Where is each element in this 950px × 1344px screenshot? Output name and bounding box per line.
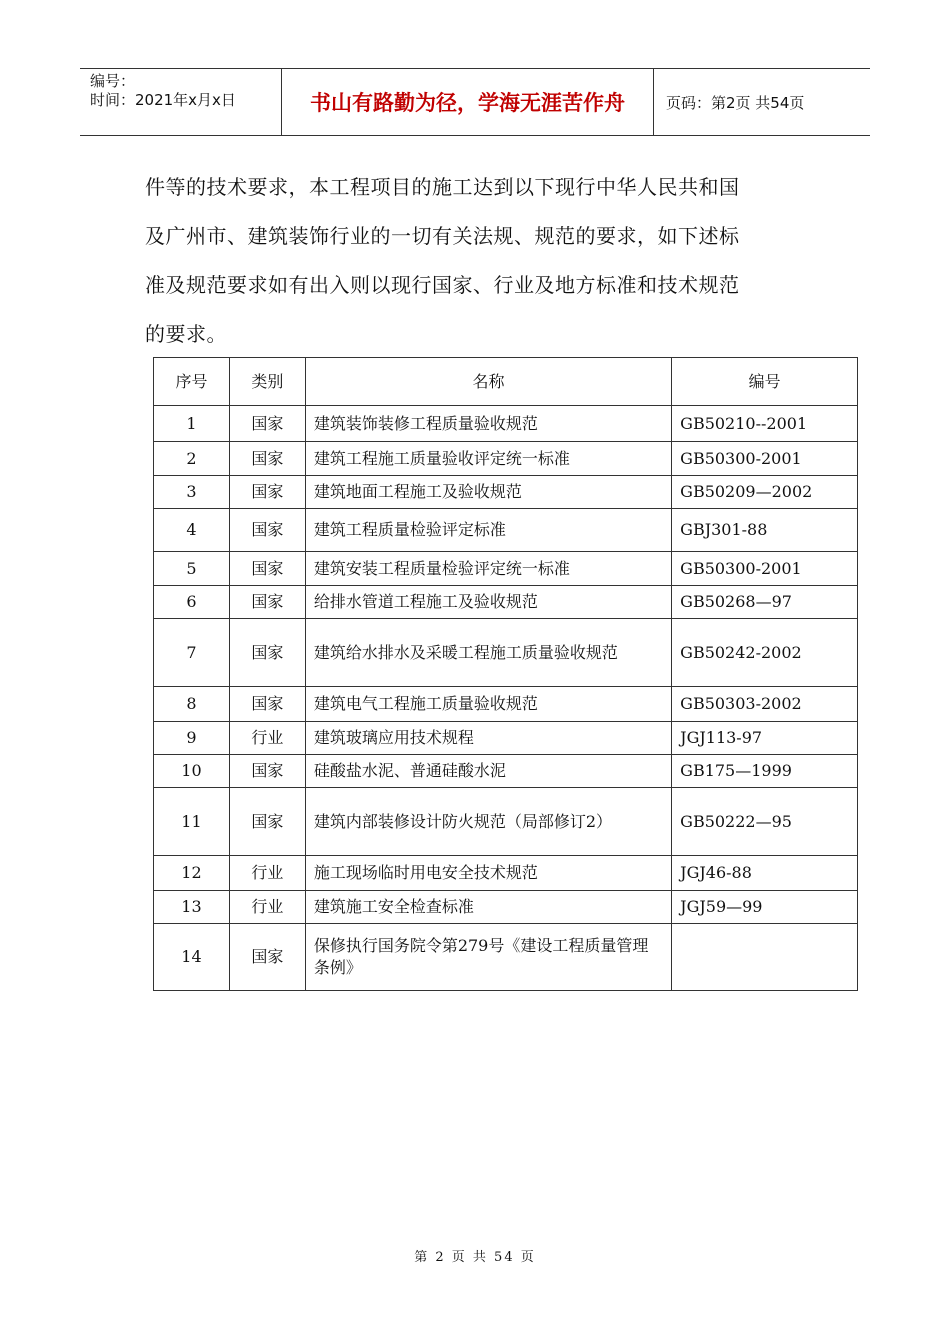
cell-code: GB50303-2002 — [672, 687, 858, 722]
cell-category: 国家 — [229, 924, 305, 991]
cell-name: 建筑装饰装修工程质量验收规范 — [305, 406, 671, 442]
body-line: 件等的技术要求，本工程项目的施工达到以下现行中华人民共和国 — [145, 175, 740, 199]
cell-code — [672, 924, 858, 991]
table-row — [154, 924, 858, 991]
cell-code: GB50209—2002 — [672, 476, 858, 509]
cell-code: GB50300-2001 — [672, 442, 858, 476]
cell-category: 国家 — [229, 619, 305, 687]
cell-name: 建筑地面工程施工及验收规范 — [305, 476, 671, 509]
cell-no: 6 — [154, 586, 230, 619]
header-name: 名称 — [305, 358, 671, 406]
cell-code: GB50222—95 — [672, 788, 858, 856]
header-category: 类别 — [229, 358, 305, 406]
table-header-row — [154, 358, 858, 406]
table-row — [154, 687, 858, 722]
cell-category: 国家 — [229, 552, 305, 586]
body-line: 的要求。 — [145, 322, 227, 346]
standards-table — [153, 357, 858, 991]
table-row — [154, 891, 858, 924]
table-row — [154, 788, 858, 856]
cell-category: 行业 — [229, 722, 305, 755]
table-row — [154, 856, 858, 891]
cell-name: 建筑玻璃应用技术规程 — [305, 722, 671, 755]
cell-category: 国家 — [229, 755, 305, 788]
header-motto: 书山有路勤为径，学海无涯苦作舟 — [282, 69, 654, 135]
cell-no: 4 — [154, 509, 230, 552]
cell-no: 10 — [154, 755, 230, 788]
cell-no: 13 — [154, 891, 230, 924]
cell-category: 国家 — [229, 586, 305, 619]
table-row — [154, 509, 858, 552]
table-row — [154, 442, 858, 476]
cell-name: 建筑给水排水及采暖工程施工质量验收规范 — [305, 619, 671, 687]
table-row — [154, 755, 858, 788]
cell-no: 5 — [154, 552, 230, 586]
body-line: 准及规范要求如有出入则以现行国家、行业及地方标准和技术规范 — [145, 273, 740, 297]
cell-code: GB50210--2001 — [672, 406, 858, 442]
doc-number-label: 编号： — [90, 72, 136, 90]
cell-name: 建筑安装工程质量检验评定统一标准 — [305, 552, 671, 586]
cell-category: 国家 — [229, 442, 305, 476]
header-no: 序号 — [154, 358, 230, 406]
cell-category: 国家 — [229, 509, 305, 552]
table-row — [154, 619, 858, 687]
cell-code: JGJ113-97 — [672, 722, 858, 755]
cell-name: 给排水管道工程施工及验收规范 — [305, 586, 671, 619]
cell-code: GB175—1999 — [672, 755, 858, 788]
body-line: 及广州市、建筑装饰行业的一切有关法规、规范的要求，如下述标 — [145, 224, 740, 248]
cell-category: 国家 — [229, 406, 305, 442]
table-row — [154, 722, 858, 755]
cell-no: 1 — [154, 406, 230, 442]
cell-category: 国家 — [229, 476, 305, 509]
cell-code: GB50300-2001 — [672, 552, 858, 586]
cell-no: 3 — [154, 476, 230, 509]
cell-code: GB50242-2002 — [672, 619, 858, 687]
cell-code: JGJ46-88 — [672, 856, 858, 891]
cell-category: 国家 — [229, 687, 305, 722]
cell-name: 建筑施工安全检查标准 — [305, 891, 671, 924]
cell-no: 7 — [154, 619, 230, 687]
cell-category: 行业 — [229, 891, 305, 924]
cell-name: 保修执行国务院令第279号《建设工程质量管理条例》 — [305, 924, 671, 991]
table-row — [154, 476, 858, 509]
page-footer: 第 2 页 共 54 页 — [414, 1250, 536, 1265]
cell-no: 2 — [154, 442, 230, 476]
body-paragraph — [145, 163, 825, 359]
cell-code: JGJ59—99 — [672, 891, 858, 924]
table-row — [154, 406, 858, 442]
cell-category: 国家 — [229, 788, 305, 856]
cell-code: GBJ301-88 — [672, 509, 858, 552]
table-row — [154, 552, 858, 586]
cell-no: 12 — [154, 856, 230, 891]
table-row — [154, 586, 858, 619]
cell-category: 行业 — [229, 856, 305, 891]
page-header — [80, 68, 870, 136]
cell-code: GB50268—97 — [672, 586, 858, 619]
cell-name: 建筑电气工程施工质量验收规范 — [305, 687, 671, 722]
cell-name: 施工现场临时用电安全技术规范 — [305, 856, 671, 891]
header-code: 编号 — [672, 358, 858, 406]
header-page-info: 页码：第2页 共54页 — [666, 93, 805, 112]
cell-no: 9 — [154, 722, 230, 755]
cell-no: 8 — [154, 687, 230, 722]
cell-name: 硅酸盐水泥、普通硅酸水泥 — [305, 755, 671, 788]
cell-no: 11 — [154, 788, 230, 856]
doc-time-label: 时间：2021年x月x日 — [90, 91, 236, 109]
cell-name: 建筑工程质量检验评定标准 — [305, 509, 671, 552]
cell-no: 14 — [154, 924, 230, 991]
cell-name: 建筑内部装修设计防火规范（局部修订2） — [305, 788, 671, 856]
cell-name: 建筑工程施工质量验收评定统一标准 — [305, 442, 671, 476]
header-meta — [80, 69, 282, 135]
